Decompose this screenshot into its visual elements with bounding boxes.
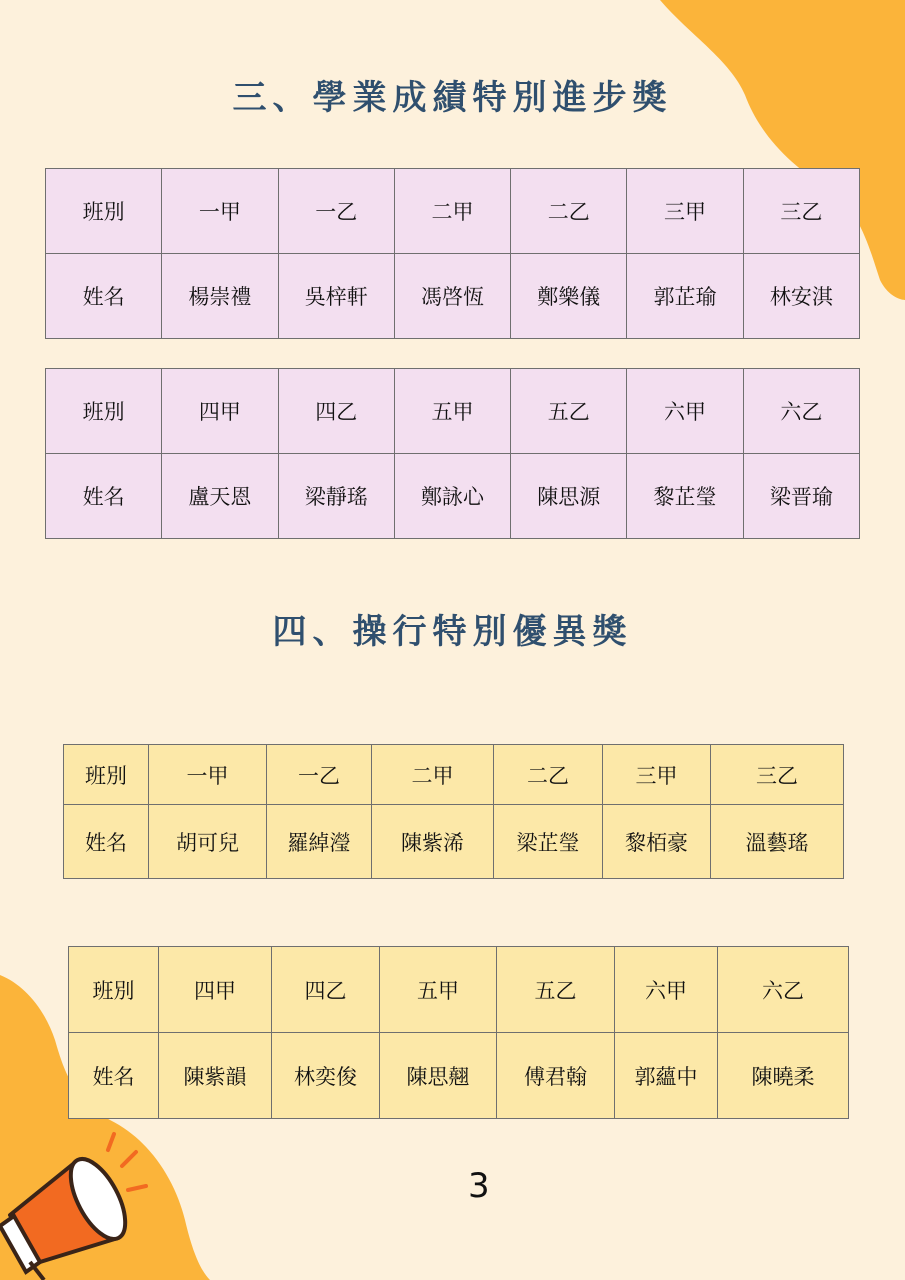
name-cell: 梁芷瑩 — [494, 805, 603, 879]
name-cell: 盧天恩 — [162, 454, 278, 539]
class-cell: 六甲 — [627, 369, 743, 454]
name-cell: 羅綽瀅 — [267, 805, 372, 879]
section-3-table-1 — [45, 168, 860, 339]
class-cell: 一甲 — [149, 745, 267, 805]
row-label-class: 班別 — [64, 745, 149, 805]
class-cell: 五甲 — [394, 369, 510, 454]
name-cell: 郭芷瑜 — [627, 254, 743, 339]
section-3-table-2 — [45, 368, 860, 539]
class-cell: 四乙 — [278, 369, 394, 454]
name-cell: 陳紫浠 — [372, 805, 494, 879]
section-4-title: 四、操行特別優異獎 — [272, 612, 633, 652]
class-cell: 二甲 — [372, 745, 494, 805]
class-cell: 六乙 — [718, 947, 849, 1033]
class-cell: 四甲 — [159, 947, 272, 1033]
name-cell: 陳紫韻 — [159, 1033, 272, 1119]
class-cell: 一甲 — [162, 169, 278, 254]
name-cell: 吳梓軒 — [278, 254, 394, 339]
name-cell: 胡可兒 — [149, 805, 267, 879]
section-4-table-1 — [63, 744, 844, 879]
class-cell: 五乙 — [511, 369, 627, 454]
row-label-class: 班別 — [69, 947, 159, 1033]
row-label-name: 姓名 — [64, 805, 149, 879]
row-label-name: 姓名 — [46, 254, 162, 339]
class-cell: 五乙 — [497, 947, 615, 1033]
name-cell: 鄭詠心 — [394, 454, 510, 539]
row-label-name: 姓名 — [69, 1033, 159, 1119]
class-cell: 一乙 — [267, 745, 372, 805]
name-cell: 梁靜瑤 — [278, 454, 394, 539]
class-cell: 六乙 — [743, 369, 859, 454]
class-cell: 六甲 — [615, 947, 718, 1033]
class-cell: 二甲 — [394, 169, 510, 254]
name-cell: 林安淇 — [743, 254, 859, 339]
row-label-name: 姓名 — [46, 454, 162, 539]
class-cell: 三乙 — [743, 169, 859, 254]
name-cell: 陳思源 — [511, 454, 627, 539]
name-cell: 楊崇禮 — [162, 254, 278, 339]
class-cell: 三甲 — [627, 169, 743, 254]
name-cell: 黎芷瑩 — [627, 454, 743, 539]
name-cell: 鄭樂儀 — [511, 254, 627, 339]
class-cell: 二乙 — [494, 745, 603, 805]
section-3-title: 三、學業成績特別進步獎 — [232, 78, 673, 118]
class-cell: 一乙 — [278, 169, 394, 254]
name-cell: 溫藝瑤 — [711, 805, 844, 879]
name-cell: 傅君翰 — [497, 1033, 615, 1119]
name-cell: 陳曉柔 — [718, 1033, 849, 1119]
row-label-class: 班別 — [46, 369, 162, 454]
row-label-class: 班別 — [46, 169, 162, 254]
class-cell: 三乙 — [711, 745, 844, 805]
name-cell: 陳思翹 — [380, 1033, 497, 1119]
class-cell: 三甲 — [603, 745, 711, 805]
name-cell: 馮啓恆 — [394, 254, 510, 339]
class-cell: 五甲 — [380, 947, 497, 1033]
class-cell: 四乙 — [272, 947, 380, 1033]
name-cell: 郭蘊中 — [615, 1033, 718, 1119]
page-number: 3 — [468, 1166, 490, 1206]
section-4-table-2 — [68, 946, 849, 1119]
class-cell: 四甲 — [162, 369, 278, 454]
name-cell: 林奕俊 — [272, 1033, 380, 1119]
name-cell: 梁晋瑜 — [743, 454, 859, 539]
name-cell: 黎栢豪 — [603, 805, 711, 879]
class-cell: 二乙 — [511, 169, 627, 254]
